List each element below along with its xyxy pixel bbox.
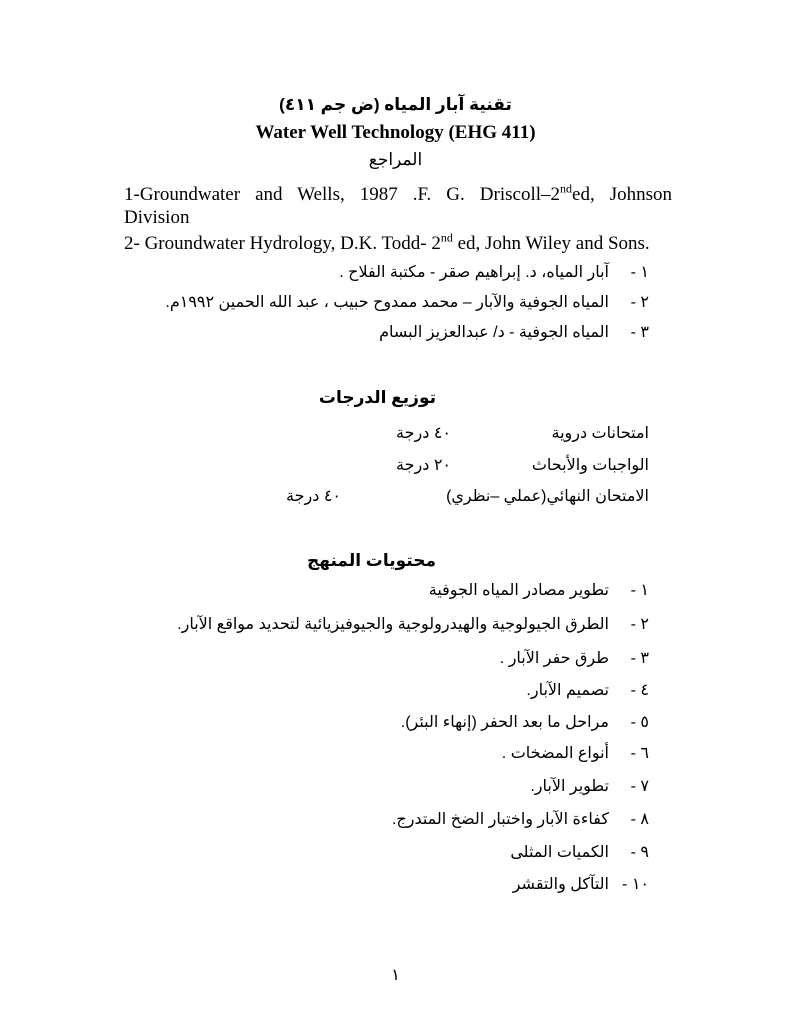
curriculum-item: ٣ - طرق حفر الآبار .: [499, 650, 649, 667]
reference-ar-2: ٢ - المياه الجوفية والآبار – محمد ممدوح حبيب ، عبد الله الحمين ١٩٩٢م.: [165, 294, 649, 311]
references-heading: المراجع: [368, 150, 423, 169]
curriculum-item: ١ - تطوير مصادر المياه الجوفية: [428, 582, 649, 599]
grade-value-periodic-exams: ٤٠ درجة: [396, 425, 451, 442]
grade-value-assignments: ٢٠ درجة: [396, 457, 451, 474]
grade-value-final-exam: ٤٠ درجة: [286, 488, 341, 505]
curriculum-item: ٨ - كفاءة الآبار واختبار الضخ المتدرج.: [391, 811, 649, 828]
reference-ar-3: ٣ - المياه الجوفية - د/ عبدالعزيز البسام: [379, 324, 649, 341]
curriculum-item: ٧ - تطوير الآبار.: [530, 778, 649, 795]
grades-heading: توزيع الدرجات: [318, 388, 436, 407]
grade-label-periodic-exams: امتحانات دروية: [551, 425, 649, 442]
curriculum-item: ٦ - أنواع المضخات .: [501, 745, 649, 762]
curriculum-item: ٥ - مراحل ما بعد الحفر (إنهاء البئر).: [400, 714, 649, 731]
reference-en-1: 1-Groundwater and Wells, 1987 .F. G. Driscoll–2nded, Johnson: [124, 181, 672, 205]
curriculum-item: ٤ - تصميم الآبار.: [526, 682, 649, 699]
curriculum-item: ١٠ - التآكل والتقشر: [512, 876, 649, 893]
reference-en-2: 2- Groundwater Hydrology, D.K. Todd- 2nd ed, John Wiley and Sons.: [124, 230, 650, 254]
page-number: ١: [391, 967, 400, 984]
curriculum-heading: محتويات المنهج: [307, 551, 436, 570]
reference-en-1-continuation: Division: [124, 207, 190, 228]
curriculum-item: ٢ - الطرق الجيولوجية والهيدرولوجية والجيوفيزيائية لتحديد مواقع الآبار.: [177, 616, 649, 633]
course-title-arabic: تقنية آبار المياه (ض جم ٤١١): [279, 95, 512, 114]
course-title-english: Water Well Technology (EHG 411): [255, 122, 536, 143]
curriculum-item: ٩ - الكميات المثلى: [510, 844, 649, 861]
reference-ar-1: ١ - آبار المياه، د. إبراهيم صقر - مكتبة الفلاح .: [339, 264, 649, 281]
grade-label-assignments: الواجبات والأبحاث: [531, 457, 649, 474]
grade-label-final-exam: الامتحان النهائي(عملي –نظري): [446, 488, 649, 505]
